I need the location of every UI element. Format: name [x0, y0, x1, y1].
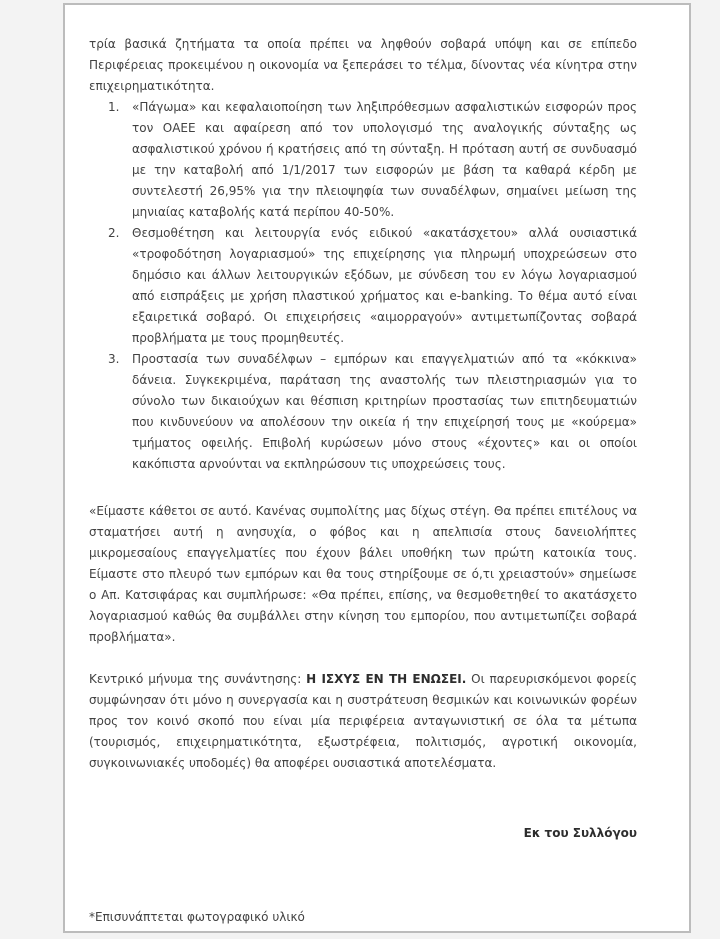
key-message-prefix: Κεντρικό μήνυμα της συνάντησης:	[89, 672, 307, 686]
list-item	[89, 97, 637, 223]
key-message-paragraph	[89, 669, 637, 774]
key-message-highlight: Η ΙΣΧΥΣ ΕΝ ΤΗ ΕΝΩΣΕΙ.	[306, 672, 467, 686]
document-page	[63, 3, 691, 933]
footnote-line: *Επισυνάπτεται φωτογραφικό υλικό	[89, 910, 305, 924]
intro-paragraph: τρία βασικά ζητήματα τα οποία πρέπει να ληφθούν σοβαρά υπόψη και σε επίπεδο Περιφέρειας προκειμένου η οικονομία να ξεπεράσει το τέλμα, δίνοντας νέα κίνητρα στην επιχειρηματικότητα.	[89, 37, 637, 93]
list-item-text: Προστασία των συναδέλφων – εμπόρων και επαγγελματιών από τα «κόκκινα» δάνεια. Συγκεκριμένα, παράταση της αναστολής των πλειστηριασμών για το σύνολο των δικαιούχων και θέσπιση κριτηρίων προστασίας των επιτηδευματιών που κινδυνεύουν να απολέσουν την οικεία ή την επιχείρησή τους με «κούρεμα» τμήματος οφειλής. Επιβολή κυρώσεων μόνο στους «έχοντες» και οι οποίοι κακόπιστα αρνούνται να εκπληρώσουν τις υποχρεώσεις τους.	[132, 352, 637, 471]
quote-paragraph: «Είμαστε κάθετοι σε αυτό. Κανένας συμπολίτης μας δίχως στέγη. Θα πρέπει επιτέλους να σταματήσει αυτή η ανησυχία, ο φόβος και η απελπισία στους δανειολήπτες μικρομεσαίους επαγγελματίες που έχουν βάλει υποθήκη των πρώτη κατοικία τους. Είμαστε στο πλευρό των εμπόρων και θα τους στηρίξουμε σε ό,τι χρειαστούν» σημείωσε ο Απ. Κατσιφάρας και συμπλήρωσε: «Θα πρέπει, επίσης, να θεσμοθετηθεί το ακατάσχετο λογαριασμού καθώς θα συμβάλλει στην κίνηση του εμπορίου, που αντιμετωπίζει σοβαρά προβλήματα».	[89, 504, 637, 644]
list-item-number: 3.	[108, 352, 120, 366]
list-item-number: 1.	[108, 100, 120, 114]
list-item	[89, 223, 637, 349]
list-item-text: Θεσμοθέτηση και λειτουργία ενός ειδικού «ακατάσχετου» αλλά ουσιαστικά «τροφοδότηση λογαριασμού» της επιχείρησης για πληρωμή υποχρεώσεων στο δημόσιο και άλλων λειτουργικών εξόδων, με σύνδεση του εν λόγω λογαριασμού από εισπράξεις με χρήση πλαστικού χρήματος και e-banking. Το θέμα αυτό είναι εξαιρετικά σοβαρό. Οι επιχειρήσεις «αιμορραγούν» αντιμετωπίζοντας σοβαρά προβλήματα με τους προμηθευτές.	[132, 226, 637, 345]
list-item-text: «Πάγωμα» και κεφαλαιοποίηση των ληξιπρόθεσμων ασφαλιστικών εισφορών προς τον ΟΑΕΕ και αφαίρεση από τον υπολογισμό της αναλογικής σύνταξης ως ασφαλιστικού χρόνου ή κρατήσεις από τη σύνταξη. Η πρόταση αυτή σε συνδυασμό με την καταβολή από 1/1/2017 των εισφορών με βάση τα καθαρά κέρδη με συντελεστή 26,95% για την πλειοψηφία των συναδέλφων, σημαίνει μείωση της μηνιαίας καταβολής κατά περίπου 40-50%.	[132, 100, 637, 219]
list-item	[89, 349, 637, 475]
list-item-number: 2.	[108, 226, 120, 240]
signature-line: Εκ του Συλλόγου	[523, 826, 637, 840]
page-content	[89, 34, 637, 928]
numbered-list	[89, 97, 637, 475]
key-message-suffix: Οι παρευρισκόμενοι φορείς συμφώνησαν ότι μόνο η συνεργασία και η συστράτευση θεσμικών και κοινωνικών φορέων προς τον κοινό σκοπό που είναι μία περιφέρεια ανταγωνιστική σε όλα τα μέτωπα (τουρισμός, επιχειρηματικότητα, εξωστρέφεια, πολιτισμός, αγροτική οικονομία, συγκοινωνιακές υποδομές) θα αποφέρει ουσιαστικά αποτελέσματα.	[89, 672, 637, 770]
